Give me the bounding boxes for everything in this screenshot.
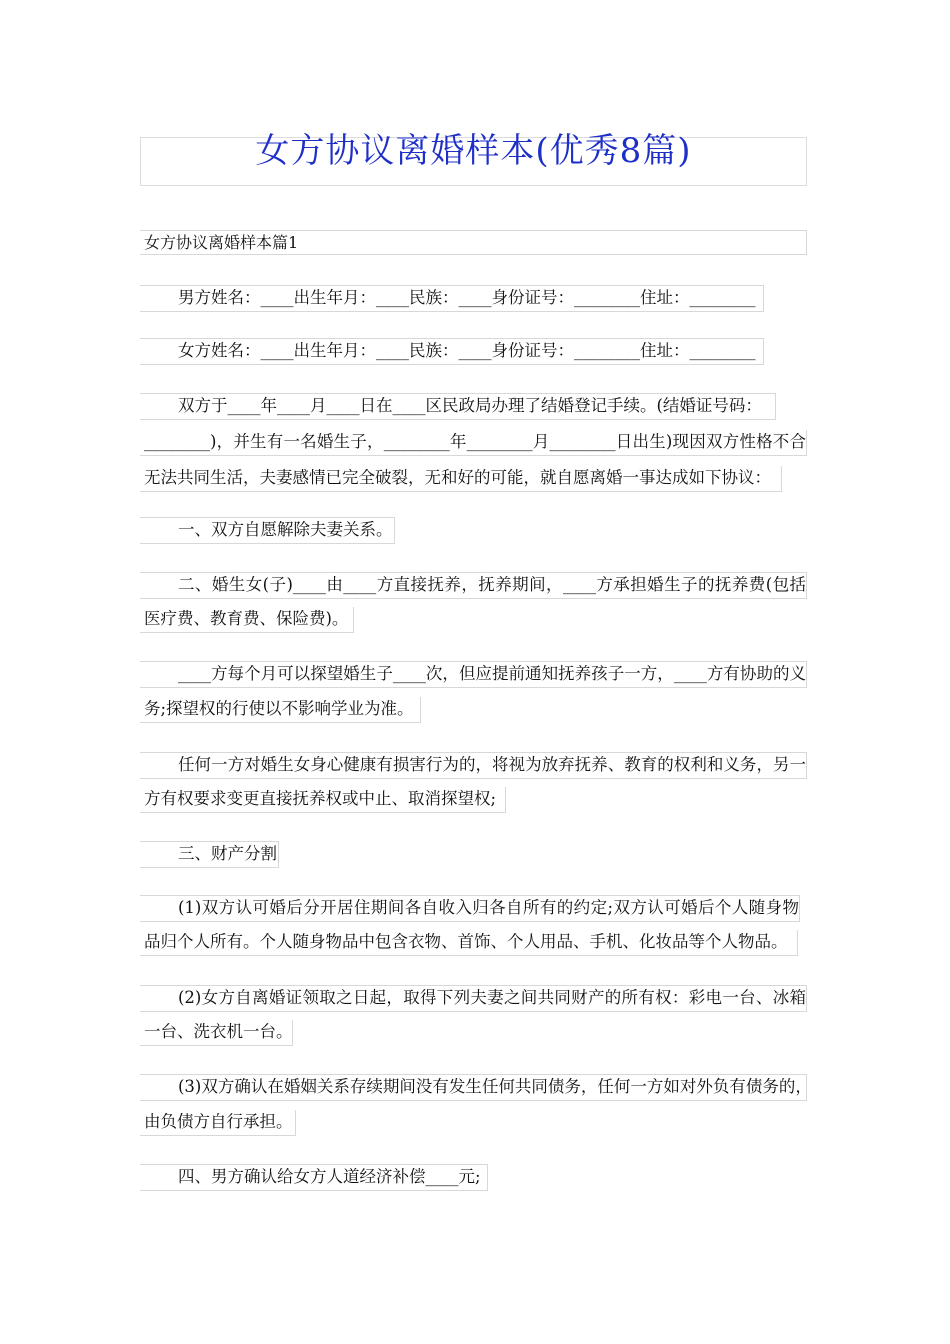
- document-title: 女方协议离婚样本(优秀8篇): [255, 131, 692, 171]
- paragraph-line: 三、财产分割: [140, 841, 279, 868]
- paragraph-line: 女方姓名：____出生年月：____民族：____身份证号：________住址：________: [140, 338, 764, 365]
- paragraph-line: ________)，并生有一名婚生子，________年________月________日出生)现因双方性格不合: [140, 430, 807, 456]
- section-heading: 女方协议离婚样本篇1: [140, 230, 807, 255]
- paragraph-line: (3)双方确认在婚姻关系存续期间没有发生任何共同债务，任何一方如对外负有债务的，: [140, 1074, 807, 1101]
- paragraph-line: (2)女方自离婚证领取之日起，取得下列夫妻之间共同财产的所有权：彩电一台、冰箱: [140, 985, 807, 1012]
- paragraph-line: (1)双方认可婚后分开居住期间各自收入归各自所有的约定;双方认可婚后个人随身物: [140, 895, 800, 922]
- paragraph-line: 无法共同生活，夫妻感情已完全破裂，无和好的可能，就自愿离婚一事达成如下协议：: [140, 466, 782, 492]
- paragraph-line: 医疗费、教育费、保险费)。: [140, 607, 354, 633]
- paragraph-line: 二、婚生女(子)____由____方直接抚养，抚养期间，____方承担婚生子的抚养费(包括: [140, 572, 807, 599]
- paragraph-line: 男方姓名：____出生年月：____民族：____身份证号：________住址：________: [140, 285, 764, 312]
- paragraph-line: 务;探望权的行使以不影响学业为准。: [140, 697, 421, 723]
- paragraph-line: 方有权要求变更直接抚养权或中止、取消探望权;: [140, 787, 506, 813]
- paragraph-line: 品归个人所有。个人随身物品中包含衣物、首饰、个人用品、手机、化妆品等个人物品。: [140, 930, 798, 956]
- paragraph-line: 一台、洗衣机一台。: [140, 1020, 293, 1046]
- paragraph-line: 由负债方自行承担。: [140, 1110, 296, 1136]
- paragraph-line: 任何一方对婚生女身心健康有损害行为的，将视为放弃抚养、教育的权利和义务，另一: [140, 752, 807, 779]
- paragraph-line: ____方每个月可以探望婚生子____次，但应提前通知抚养孩子一方，____方有协助的义: [140, 661, 807, 688]
- paragraph-line: 双方于____年____月____日在____区民政局办理了结婚登记手续。(结婚证号码：: [140, 393, 776, 420]
- paragraph-line: 四、男方确认给女方人道经济补偿____元;: [140, 1164, 488, 1191]
- paragraph-line: 一、双方自愿解除夫妻关系。: [140, 517, 395, 544]
